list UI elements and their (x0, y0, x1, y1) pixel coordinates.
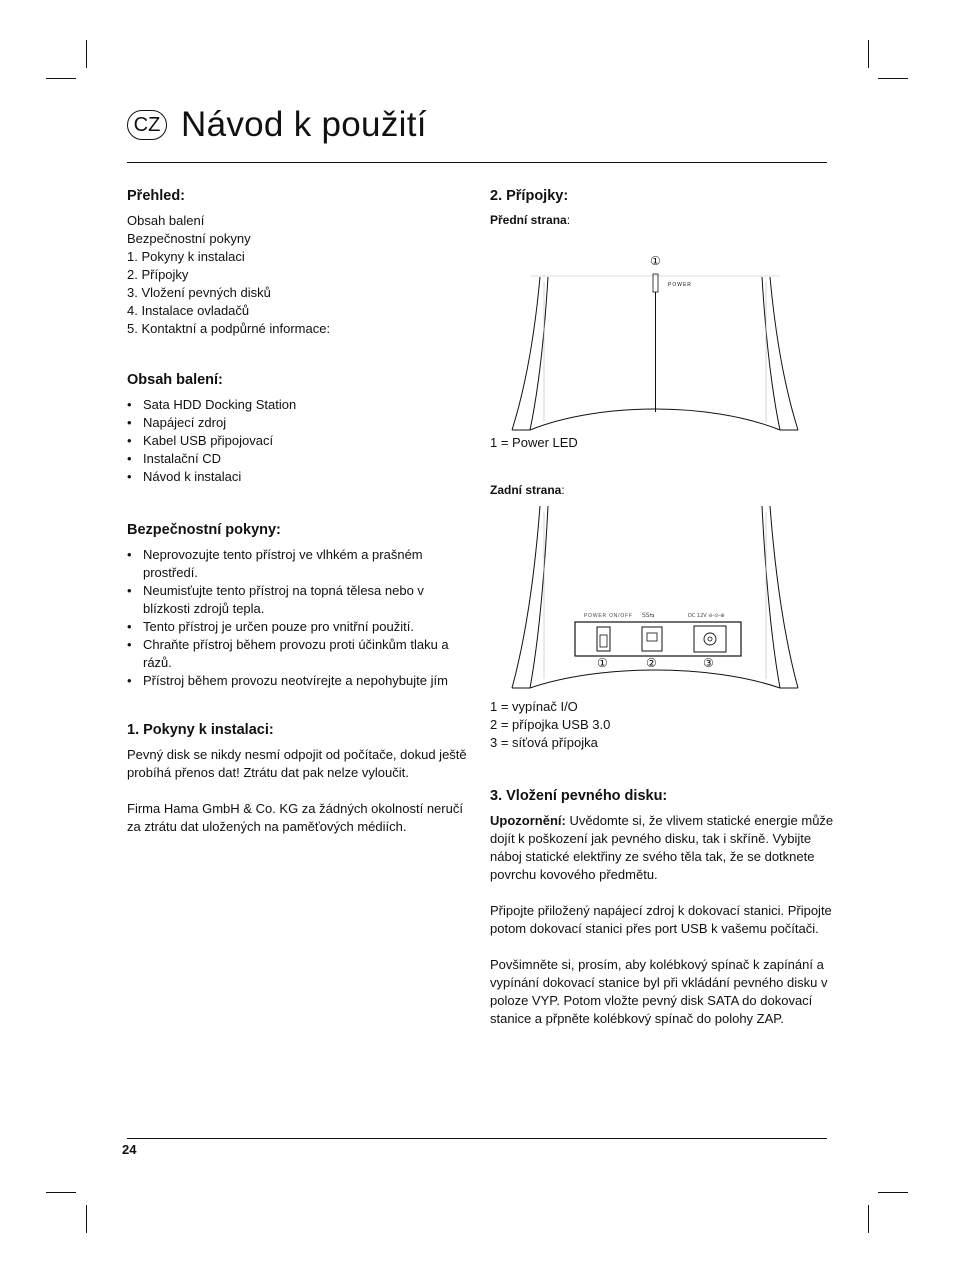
crop-mark (46, 1192, 76, 1193)
insert-heading: 3. Vložení pevného disku: (490, 788, 668, 804)
list-item: • Návod k instalaci (127, 468, 472, 486)
front-power-text: POWER (668, 282, 692, 288)
list-item: • Kabel USB připojovací (127, 432, 472, 450)
crop-mark (86, 40, 87, 68)
crop-mark (878, 1192, 908, 1193)
install-heading: 1. Pokyny k instalaci: (127, 722, 274, 738)
back-side-label-colon: : (561, 483, 565, 497)
page-title: Návod k použití (181, 105, 427, 144)
crop-mark (878, 78, 908, 79)
crop-mark (868, 1205, 869, 1233)
back-marker-3: ③ (703, 656, 714, 670)
install-paragraph: Pevný disk se nikdy nesmí odpojit od počítače, dokud ještě probíhá přenos dat! Ztrátu dat pak nelze vyloučit. (127, 747, 467, 780)
legend-item: 1 = vypínač I/O (490, 699, 578, 714)
overview-heading: Přehled: (127, 188, 186, 204)
list-item: • Neprovozujte tento přístroj ve vlhkém a prašném prostředí. (127, 546, 472, 582)
page-number: 24 (122, 1142, 137, 1157)
page-header (127, 100, 427, 150)
front-side-label (490, 212, 835, 228)
list-item: 3. Vložení pevných disků (127, 285, 271, 300)
connections-heading: 2. Přípojky: (490, 188, 569, 204)
right-column (490, 186, 835, 1028)
power-led-icon (653, 274, 658, 292)
list-item: Bezpečnostní pokyny (127, 231, 251, 246)
list-item: • Instalační CD (127, 450, 472, 468)
left-column (127, 186, 472, 836)
back-legend (490, 698, 835, 752)
back-side-label (490, 482, 835, 498)
insert-paragraph: Povšimněte si, prosím, aby kolébkový spínač k zapínání a vypínání dokovací stanice byl při vkládání pevného disku v poloze VYP. Potom vložte pevný disk SATA do dokovací stanice a přpněte kolébkový spínač do polohy ZAP. (490, 957, 828, 1026)
front-side-label-text: Přední strana (490, 213, 567, 227)
safety-heading: Bezpečnostní pokyny: (127, 522, 281, 538)
list-item: • Chraňte přístroj během provozu proti účinkům tlaku a rázů. (127, 636, 472, 672)
list-item: • Neumisťujte tento přístroj na topná tělesa nebo v blízkosti zdrojů tepla. (127, 582, 472, 618)
language-badge: CZ (127, 110, 167, 140)
warning-label: Upozornění: (490, 813, 566, 828)
list-item: 2. Přípojky (127, 267, 189, 282)
front-marker: ① (650, 254, 661, 268)
header-rule (127, 162, 827, 163)
list-item: Obsah balení (127, 213, 205, 228)
back-power-label: POWER ON/OFF (584, 613, 633, 619)
back-marker-2: ② (646, 656, 657, 670)
insert-warning (490, 812, 835, 884)
list-item: • Přístroj během provozu neotvírejte a nepohybujte jím (127, 672, 472, 690)
footer-rule (127, 1138, 827, 1139)
list-item: • Tento přístroj je určen pouze pro vnitřní použití. (127, 618, 472, 636)
back-usb-label: SS⇆ (642, 612, 655, 619)
legend-item: 3 = síťová přípojka (490, 735, 598, 750)
install-paragraph: Firma Hama GmbH & Co. KG za žádných okolností neručí za ztrátu dat uložených na paměťových médiích. (127, 801, 463, 834)
warning-text: Uvědomte si, že vlivem statické energie může dojít k poškození jak pevného disku, tak i skříně. Vybijte náboj statické elektřiny ze svého těla tak, že se dotknete povrchu kovového předmětu. (490, 813, 834, 882)
insert-paragraph: Připojte přiložený napájecí zdroj k dokovací stanici. Připojte potom dokovací stanici přes port USB k vašemu počítači. (490, 903, 832, 936)
back-dc-label: DC 12V ⊖-⊙-⊕ (688, 613, 725, 619)
front-legend: 1 = Power LED (490, 435, 578, 450)
usb-port-icon (642, 627, 662, 651)
package-heading: Obsah balení: (127, 372, 223, 388)
legend-item: 2 = přípojka USB 3.0 (490, 717, 611, 732)
package-list (127, 396, 472, 486)
list-item: • Sata HDD Docking Station (127, 396, 472, 414)
back-side-label-text: Zadní strana (490, 483, 562, 497)
crop-mark (86, 1205, 87, 1233)
list-item: 5. Kontaktní a podpůrné informace: (127, 321, 331, 336)
crop-mark (46, 78, 76, 79)
power-switch-icon (597, 627, 610, 651)
front-view-figure (500, 232, 830, 432)
list-item: • Napájecí zdroj (127, 414, 472, 432)
crop-mark (868, 40, 869, 68)
list-item: 1. Pokyny k instalaci (127, 249, 245, 264)
back-marker-1: ① (597, 656, 608, 670)
overview-list (127, 212, 472, 338)
safety-list (127, 546, 472, 690)
back-view-figure (500, 504, 830, 692)
list-item: 4. Instalace ovladačů (127, 303, 250, 318)
front-side-label-colon: : (566, 213, 571, 227)
dc-jack-icon (694, 626, 726, 652)
